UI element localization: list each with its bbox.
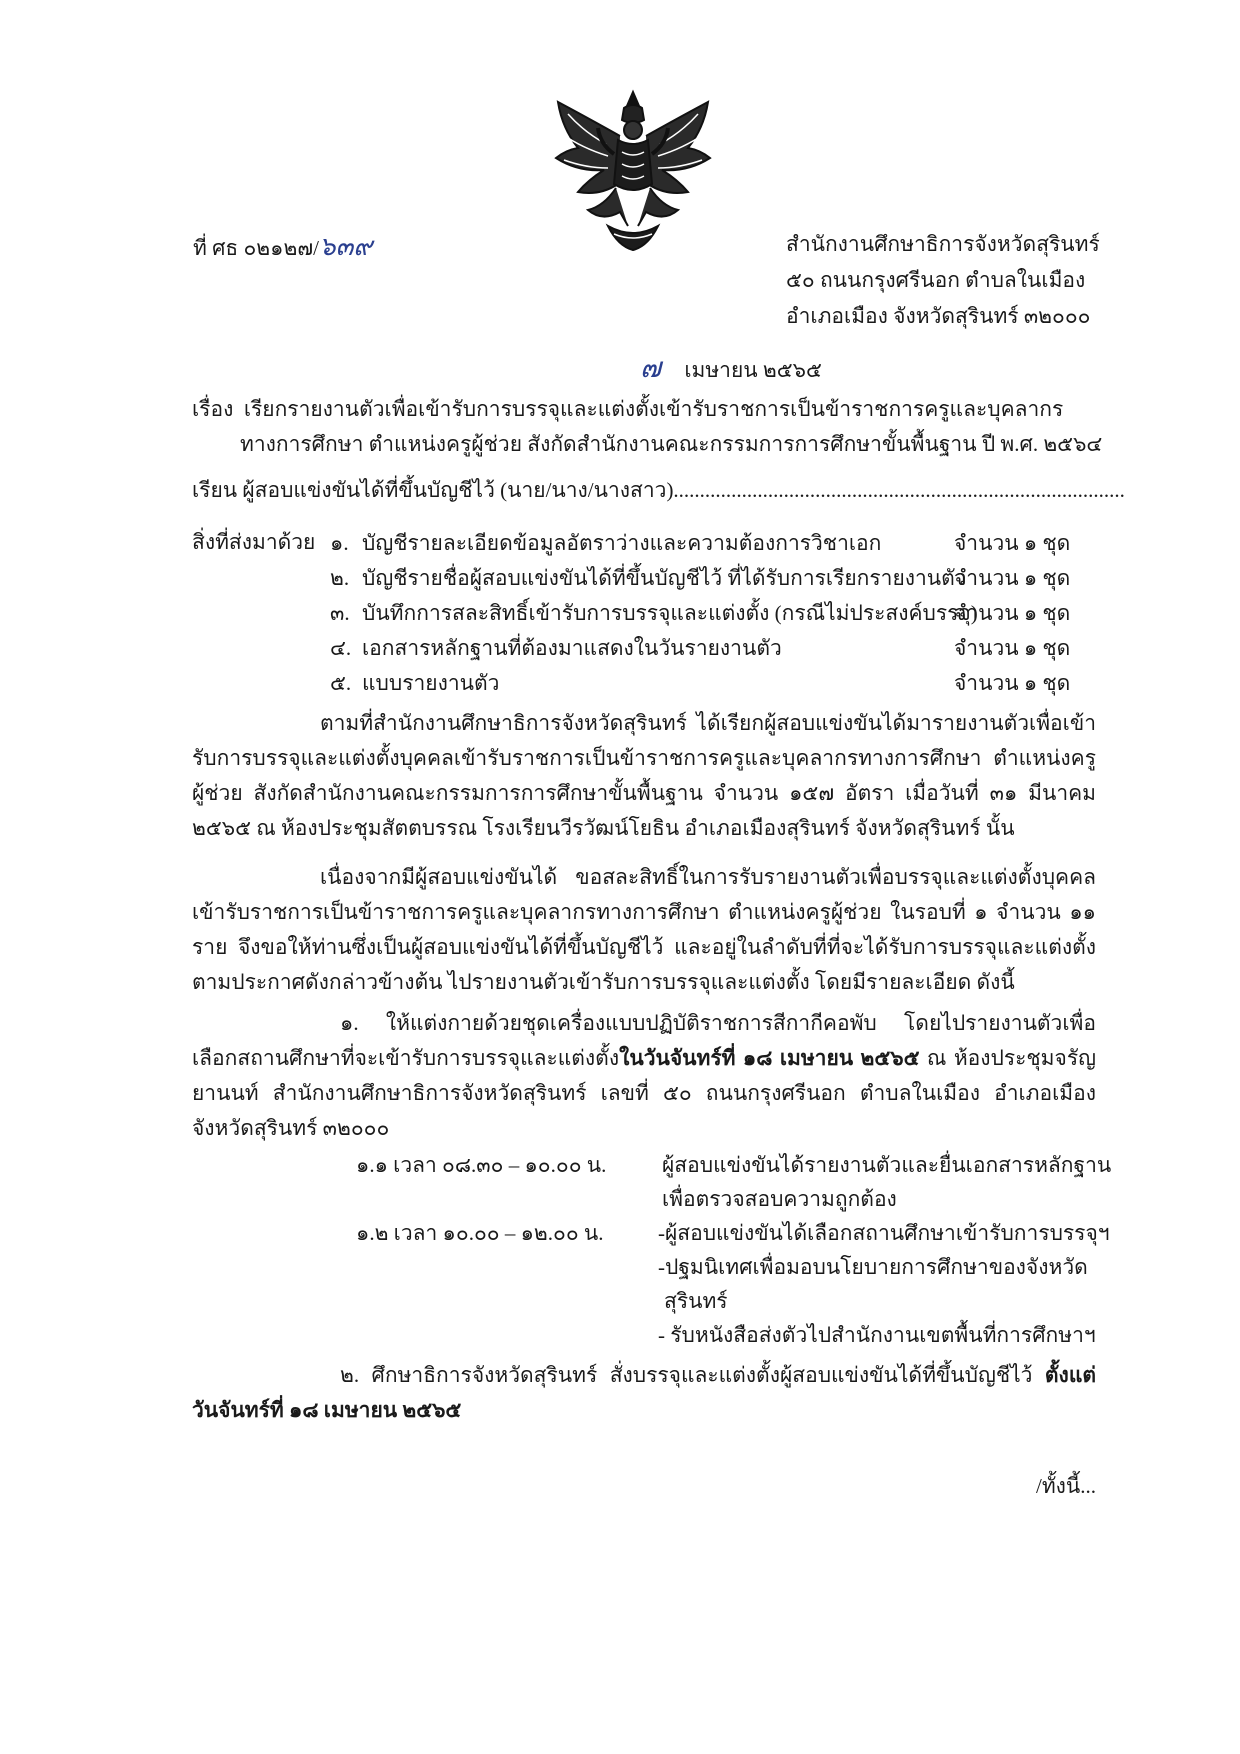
enclosure-item xyxy=(330,666,1070,701)
body-paragraph-1-text: ตามที่สำนักงานศึกษาธิการจังหวัดสุรินทร์ ได้เรียกผู้สอบแข่งขันได้มารายงานตัวเพื่อเข้ารับการบรรจุและแต่งตั้งบุคคลเข้ารับราชการเป็นข้าราชการครูและบุคลากรทางการศึกษา ตำแหน่งครูผู้ช่วย สังกัดสำนักงานคณะกรรมการการศึกษาขั้นพื้นฐาน จำนวน ๑๕๗ อัตรา เมื่อวันที่ ๓๑ มีนาคม ๒๕๖๕ ณ ห้องประชุมสัตตบรรณ โรงเรียนวีรวัฒน์โยธิน อำเภอเมืองสุรินทร์ จังหวัดสุรินทร์ นั้น xyxy=(192,711,1096,840)
date-month-year: เมษายน ๒๕๖๕ xyxy=(684,358,822,382)
subject-label: เรื่อง xyxy=(192,397,234,421)
item-1-text-a: ๑. ให้แต่งกายด้วยชุดเครื่องแบบปฏิบัติราชการสีกากีคอพับ โดยไปรายงานตัวเพื่อเลือกสถานศึกษาที่จะเข้ารับการบรรจุและแต่งตั้ง xyxy=(192,1011,1096,1070)
body-paragraph-3 xyxy=(192,1006,1096,1146)
enclosure-number: ๕. xyxy=(330,671,352,695)
enclosure-item xyxy=(330,631,1070,666)
body-paragraph-1 xyxy=(192,706,1096,846)
sender-line-1: สำนักงานศึกษาธิการจังหวัดสุรินทร์ xyxy=(786,232,1100,256)
enclosure-text: บันทึกการสละสิทธิ์เข้ารับการบรรจุและแต่งตั้ง (กรณีไม่ประสงค์บรรจุ) xyxy=(362,601,978,625)
subject-line-2: ทางการศึกษา ตำแหน่งครูผู้ช่วย สังกัดสำนักงานคณะกรรมการการศึกษาขั้นพื้นฐาน ปี พ.ศ. ๒๕๖๔ xyxy=(240,432,1103,456)
continuation-marker: /ทั้งนี้... xyxy=(1036,1474,1097,1498)
schedule xyxy=(356,1148,1112,1352)
enclosure-item xyxy=(330,561,1070,596)
item-2-text: ๒. ศึกษาธิการจังหวัดสุรินทร์ สั่งบรรจุและแต่งตั้งผู้สอบแข่งขันได้ที่ขึ้นบัญชีไว้ xyxy=(340,1363,1045,1387)
letter-date xyxy=(640,346,822,390)
body-paragraph-4 xyxy=(192,1358,1096,1428)
addressee xyxy=(192,474,1125,507)
schedule-activity: - รับหนังสือส่งตัวไปสำนักงานเขตพื้นที่การศึกษาฯ xyxy=(658,1323,1096,1347)
enclosure-number: ๓. xyxy=(330,601,350,625)
schedule-time: ๑.๒ เวลา ๑๐.๐๐ – ๑๒.๐๐ น. xyxy=(356,1221,604,1245)
sender-address xyxy=(786,226,1100,334)
enclosure-text: แบบรายงานตัว xyxy=(362,671,500,695)
enclosure-number: ๔. xyxy=(330,636,352,660)
item-1-date-bold: ในวันจันทร์ที่ ๑๘ เมษายน ๒๕๖๕ xyxy=(619,1046,920,1070)
enclosure-text: บัญชีรายละเอียดข้อมูลอัตราว่างและความต้องการวิชาเอก xyxy=(362,531,882,555)
enclosure-text: บัญชีรายชื่อผู้สอบแข่งขันได้ที่ขึ้นบัญชีไว้ ที่ได้รับการเรียกรายงานตัว xyxy=(362,566,967,590)
enclosure-number: ๑. xyxy=(330,531,349,555)
enclosure-text: เอกสารหลักฐานที่ต้องมาแสดงในวันรายงานตัว xyxy=(362,636,782,660)
enclosure-quantity: จำนวน ๑ ชุด xyxy=(954,601,1071,625)
schedule-activity: เพื่อตรวจสอบความถูกต้อง xyxy=(662,1187,897,1211)
schedule-activity: -ผู้สอบแข่งขันได้เลือกสถานศึกษาเข้ารับการบรรจุฯ xyxy=(658,1221,1110,1245)
item-2-date-bold: ตั้งแต่วันจันทร์ที่ ๑๘ เมษายน ๒๕๖๕ xyxy=(192,1363,1096,1422)
date-handwritten-day: ๗ xyxy=(640,351,662,384)
reference-number xyxy=(193,226,372,267)
enclosure-quantity: จำนวน ๑ ชุด xyxy=(954,531,1071,555)
subject xyxy=(192,392,1102,462)
body-paragraph-2-text: เนื่องจากมีผู้สอบแข่งขันได้ ขอสละสิทธิ์ในการรับรายงานตัวเพื่อบรรจุและแต่งตั้งบุคคลเข้ารับราชการเป็นข้าราชการครูและบุคลากรทางการศึกษา ตำแหน่งครูผู้ช่วย ในรอบที่ ๑ จำนวน ๑๑ ราย จึงขอให้ท่านซึ่งเป็นผู้สอบแข่งขันได้ที่ขึ้นบัญชีไว้ และอยู่ในลำดับที่ที่จะได้รับการบรรจุและแต่งตั้งตามประกาศดังกล่าวข้างต้น ไปรายงานตัวเข้ารับการบรรจุและแต่งตั้ง โดยมีรายละเอียด ดังนี้ xyxy=(192,865,1096,994)
item-1-text-b: ณ ห้องประชุมจรัญยานนท์ สำนักงานศึกษาธิการจังหวัดสุรินทร์ เลขที่ ๕๐ ถนนกรุงศรีนอก ตำบลในเมือง อำเภอเมือง จังหวัดสุรินทร์ ๓๒๐๐๐ xyxy=(192,1046,1096,1140)
enclosure-item xyxy=(330,596,1070,631)
sender-line-3: อำเภอเมือง จังหวัดสุรินทร์ ๓๒๐๐๐ xyxy=(786,304,1091,328)
subject-line-1: เรียกรายงานตัวเพื่อเข้ารับการบรรจุและแต่งตั้งเข้ารับราชการเป็นข้าราชการครูและบุคลากร xyxy=(243,397,1064,421)
reference-handwritten-number: ๖๓๙ xyxy=(318,232,373,262)
enclosure-quantity: จำนวน ๑ ชุด xyxy=(954,636,1071,660)
schedule-activity: ผู้สอบแข่งขันได้รายงานตัวและยื่นเอกสารหลักฐาน xyxy=(662,1153,1112,1177)
addressee-text: เรียน ผู้สอบแข่งขันได้ที่ขึ้นบัญชีไว้ (นาย/นาง/นางสาว)...................................................................................... xyxy=(192,478,1125,502)
enclosure-number: ๒. xyxy=(330,566,350,590)
enclosure-quantity: จำนวน ๑ ชุด xyxy=(954,566,1071,590)
enclosures-list xyxy=(330,526,1070,701)
sender-line-2: ๕๐ ถนนกรุงศรีนอก ตำบลในเมือง xyxy=(786,268,1086,292)
body-paragraph-2 xyxy=(192,860,1096,1000)
reference-label: ที่ ศธ ๐๒๑๒๗/ xyxy=(193,236,319,260)
enclosure-quantity: จำนวน ๑ ชุด xyxy=(954,671,1071,695)
schedule-activity: สุรินทร์ xyxy=(664,1289,728,1313)
schedule-time: ๑.๑ เวลา ๐๘.๓๐ – ๑๐.๐๐ น. xyxy=(356,1153,607,1177)
schedule-activity: -ปฐมนิเทศเพื่อมอบนโยบายการศึกษาของจังหวัด xyxy=(658,1255,1088,1279)
garuda-emblem xyxy=(548,88,718,258)
schedule-row xyxy=(356,1148,1112,1216)
enclosure-item xyxy=(330,526,1070,561)
schedule-row xyxy=(356,1216,1110,1352)
enclosures-label: สิ่งที่ส่งมาด้วย xyxy=(192,530,316,554)
